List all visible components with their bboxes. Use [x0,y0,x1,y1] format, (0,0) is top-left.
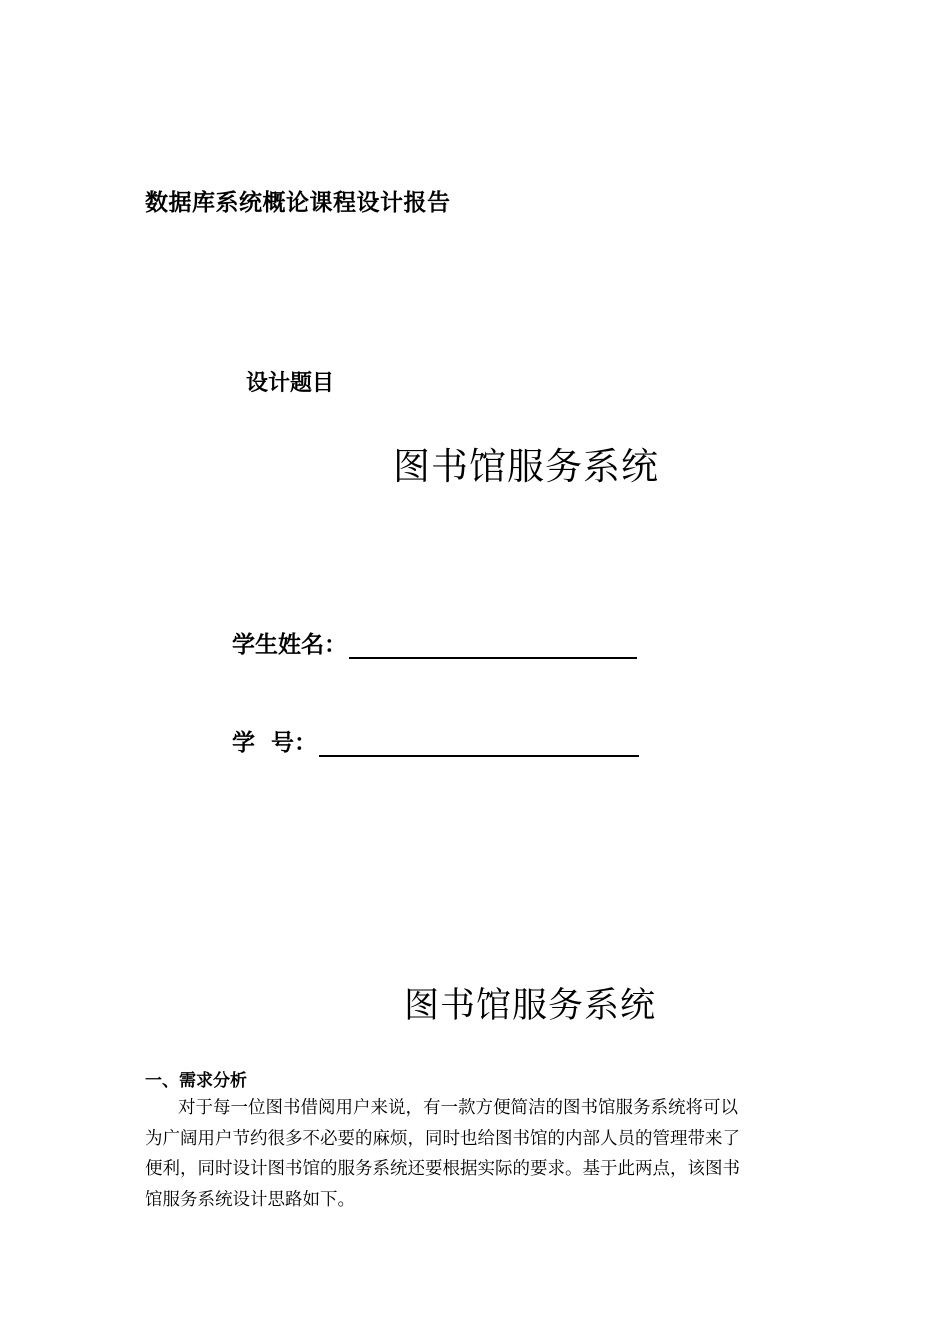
cover-title: 图书馆服务系统 [393,445,659,488]
student-name-label: 学生姓名： [232,632,347,658]
body-line: 便利，同时设计图书馆的服务系统还要根据实际的要求。基于此两点，该图书 [145,1159,740,1179]
student-name-blank-line [349,631,637,659]
body-line: 对于每一位图书借阅用户来说，有一款方便简洁的图书馆服务系统将可以 [178,1098,738,1118]
student-id-row [232,724,639,757]
body-paragraph [145,1093,805,1215]
body-line: 为广阔用户节约很多不必要的麻烦，同时也给图书馆的内部人员的管理带来了 [145,1128,740,1149]
student-id-blank-line [319,729,639,757]
section-title: 图书馆服务系统 [404,986,657,1026]
report-title: 数据库系统概论课程设计报告 [145,190,451,216]
section-heading: 一、需求分析 [145,1071,247,1091]
student-name-row [232,626,637,659]
student-id-label: 学 号： [232,730,318,756]
design-topic-label: 设计题目 [246,371,335,396]
body-line: 馆服务系统设计思路如下。 [145,1189,355,1210]
